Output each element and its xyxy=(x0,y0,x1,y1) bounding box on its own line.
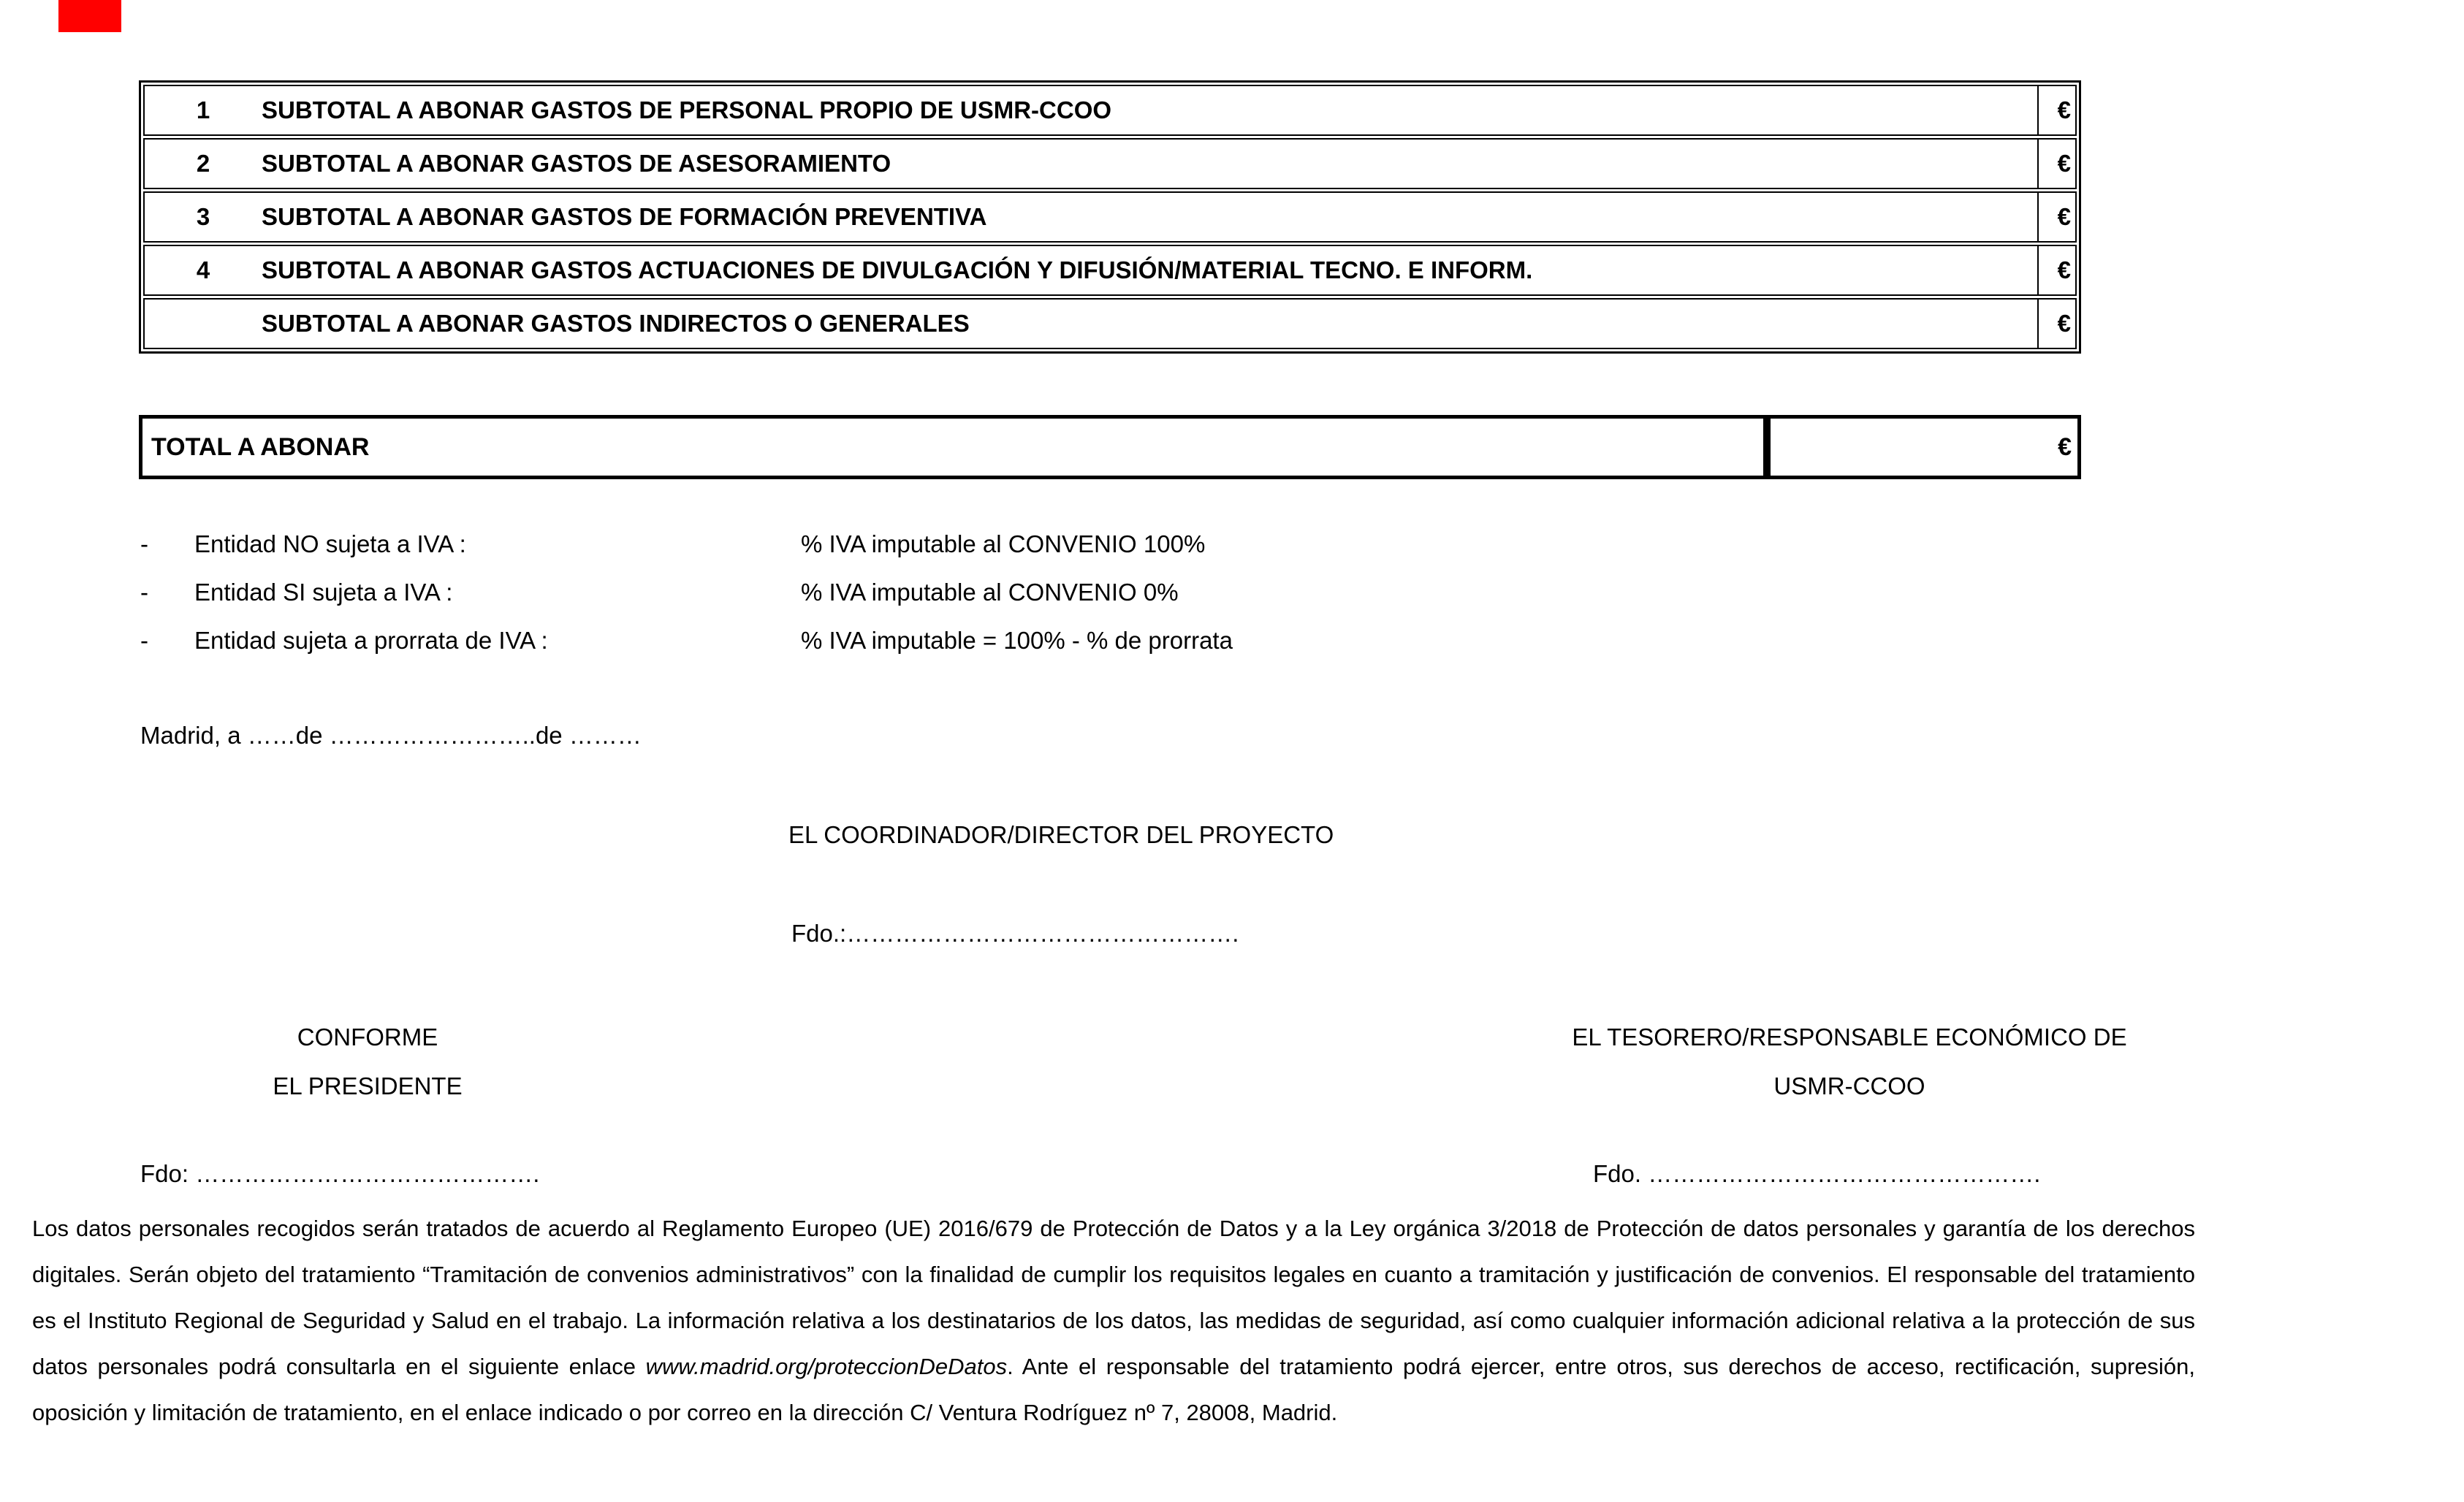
coordinator-signature-line: Fdo.:…………………………………………. xyxy=(791,920,1239,947)
dash-bullet: - xyxy=(140,627,148,654)
row-label: SUBTOTAL A ABONAR GASTOS INDIRECTOS O GENERALES xyxy=(262,310,970,337)
data-protection-notice xyxy=(32,1205,2195,1436)
iva-note-item xyxy=(140,617,1233,665)
row-label: SUBTOTAL A ABONAR GASTOS DE FORMACIÓN PREVENTIVA xyxy=(262,203,987,230)
tesorero-org: USMR-CCOO xyxy=(1773,1072,1925,1099)
presidente-label: EL PRESIDENTE xyxy=(273,1072,463,1099)
iva-label: Entidad sujeta a prorrata de IVA : xyxy=(194,627,548,654)
data-protection-text-2: . Ante el responsable del tratamiento podrá ejercer, entre otros, sus derechos de acceso, rectificación, supresión, oposición y limitación de tratamiento, en el enlace indicado o por correo en la dirección C/ Ventura Rodríguez nº 7, 28008, Madrid. xyxy=(32,1354,2195,1425)
iva-value: % IVA imputable = 100% - % de prorrata xyxy=(801,627,1233,654)
euro-sign: € xyxy=(2037,246,2075,294)
dash-bullet: - xyxy=(140,530,148,557)
euro-sign: € xyxy=(2037,86,2075,134)
euro-sign: € xyxy=(2037,193,2075,241)
row-label: SUBTOTAL A ABONAR GASTOS ACTUACIONES DE DIVULGACIÓN Y DIFUSIÓN/MATERIAL TECNO. E INFORM. xyxy=(262,256,1533,283)
iva-value: % IVA imputable al CONVENIO 100% xyxy=(801,530,1206,557)
president-signature-line: Fdo: ……………………………………. xyxy=(140,1160,540,1187)
iva-note-list xyxy=(140,520,1233,665)
date-line: Madrid, a ……de ……………………..de ……… xyxy=(140,722,642,749)
president-signature-block xyxy=(140,1013,595,1110)
coordinator-title: EL COORDINADOR/DIRECTOR DEL PROYECTO xyxy=(788,821,1334,848)
data-protection-text-1: Los datos personales recogidos serán tratados de acuerdo al Reglamento Europeo (UE) 2016/679 de Protección de Datos y a la Ley orgánica 3/2018 de Protección de datos personales y garantía de los derechos digitales. Serán objeto del tratamiento “Tramitación de convenios administrativos” con la finalidad de cumplir los requisitos legales en cuanto a tramitación y justificación de convenios. El responsable del tratamiento es el Instituto Regional de Seguridad y Salud en el trabajo. La información relativa a los destinatarios de los datos, las medidas de seguridad, así como cualquier información adicional relativa a la protección de sus datos personales podrá consultarla en el siguiente enlace xyxy=(32,1216,2195,1379)
tesorero-title: EL TESORERO/RESPONSABLE ECONÓMICO DE xyxy=(1572,1023,2127,1051)
row-number: 2 xyxy=(196,150,210,177)
iva-label: Entidad NO sujeta a IVA : xyxy=(194,530,466,557)
row-number xyxy=(145,300,262,348)
iva-value: % IVA imputable al CONVENIO 0% xyxy=(801,579,1179,606)
euro-sign: € xyxy=(2037,140,2075,188)
conforme-label: CONFORME xyxy=(297,1023,438,1051)
row-number: 3 xyxy=(196,203,210,230)
table-row xyxy=(143,85,2077,136)
iva-label: Entidad SI sujeta a IVA : xyxy=(194,579,453,606)
total-row xyxy=(139,415,2081,479)
iva-note-item xyxy=(140,520,1233,568)
dash-bullet: - xyxy=(140,579,148,606)
treasurer-signature-block xyxy=(1529,1013,2170,1110)
treasurer-signature-line: Fdo. …………………………………………. xyxy=(1593,1160,2041,1187)
row-number: 1 xyxy=(196,96,210,123)
table-row xyxy=(143,245,2077,296)
row-number: 4 xyxy=(196,256,210,283)
data-protection-link[interactable]: www.madrid.org/proteccionDeDatos xyxy=(645,1354,1008,1379)
red-mark xyxy=(58,0,121,32)
row-label: SUBTOTAL A ABONAR GASTOS DE ASESORAMIENTO xyxy=(262,150,891,177)
table-row xyxy=(143,138,2077,189)
row-label: SUBTOTAL A ABONAR GASTOS DE PERSONAL PROPIO DE USMR-CCOO xyxy=(262,96,1112,123)
table-row xyxy=(143,298,2077,349)
iva-note-item xyxy=(140,568,1233,617)
euro-sign: € xyxy=(2037,300,2075,348)
total-label: TOTAL A ABONAR xyxy=(139,415,1767,479)
table-row xyxy=(143,191,2077,243)
subtotal-table xyxy=(139,80,2081,354)
total-amount-cell: € xyxy=(1767,415,2081,479)
